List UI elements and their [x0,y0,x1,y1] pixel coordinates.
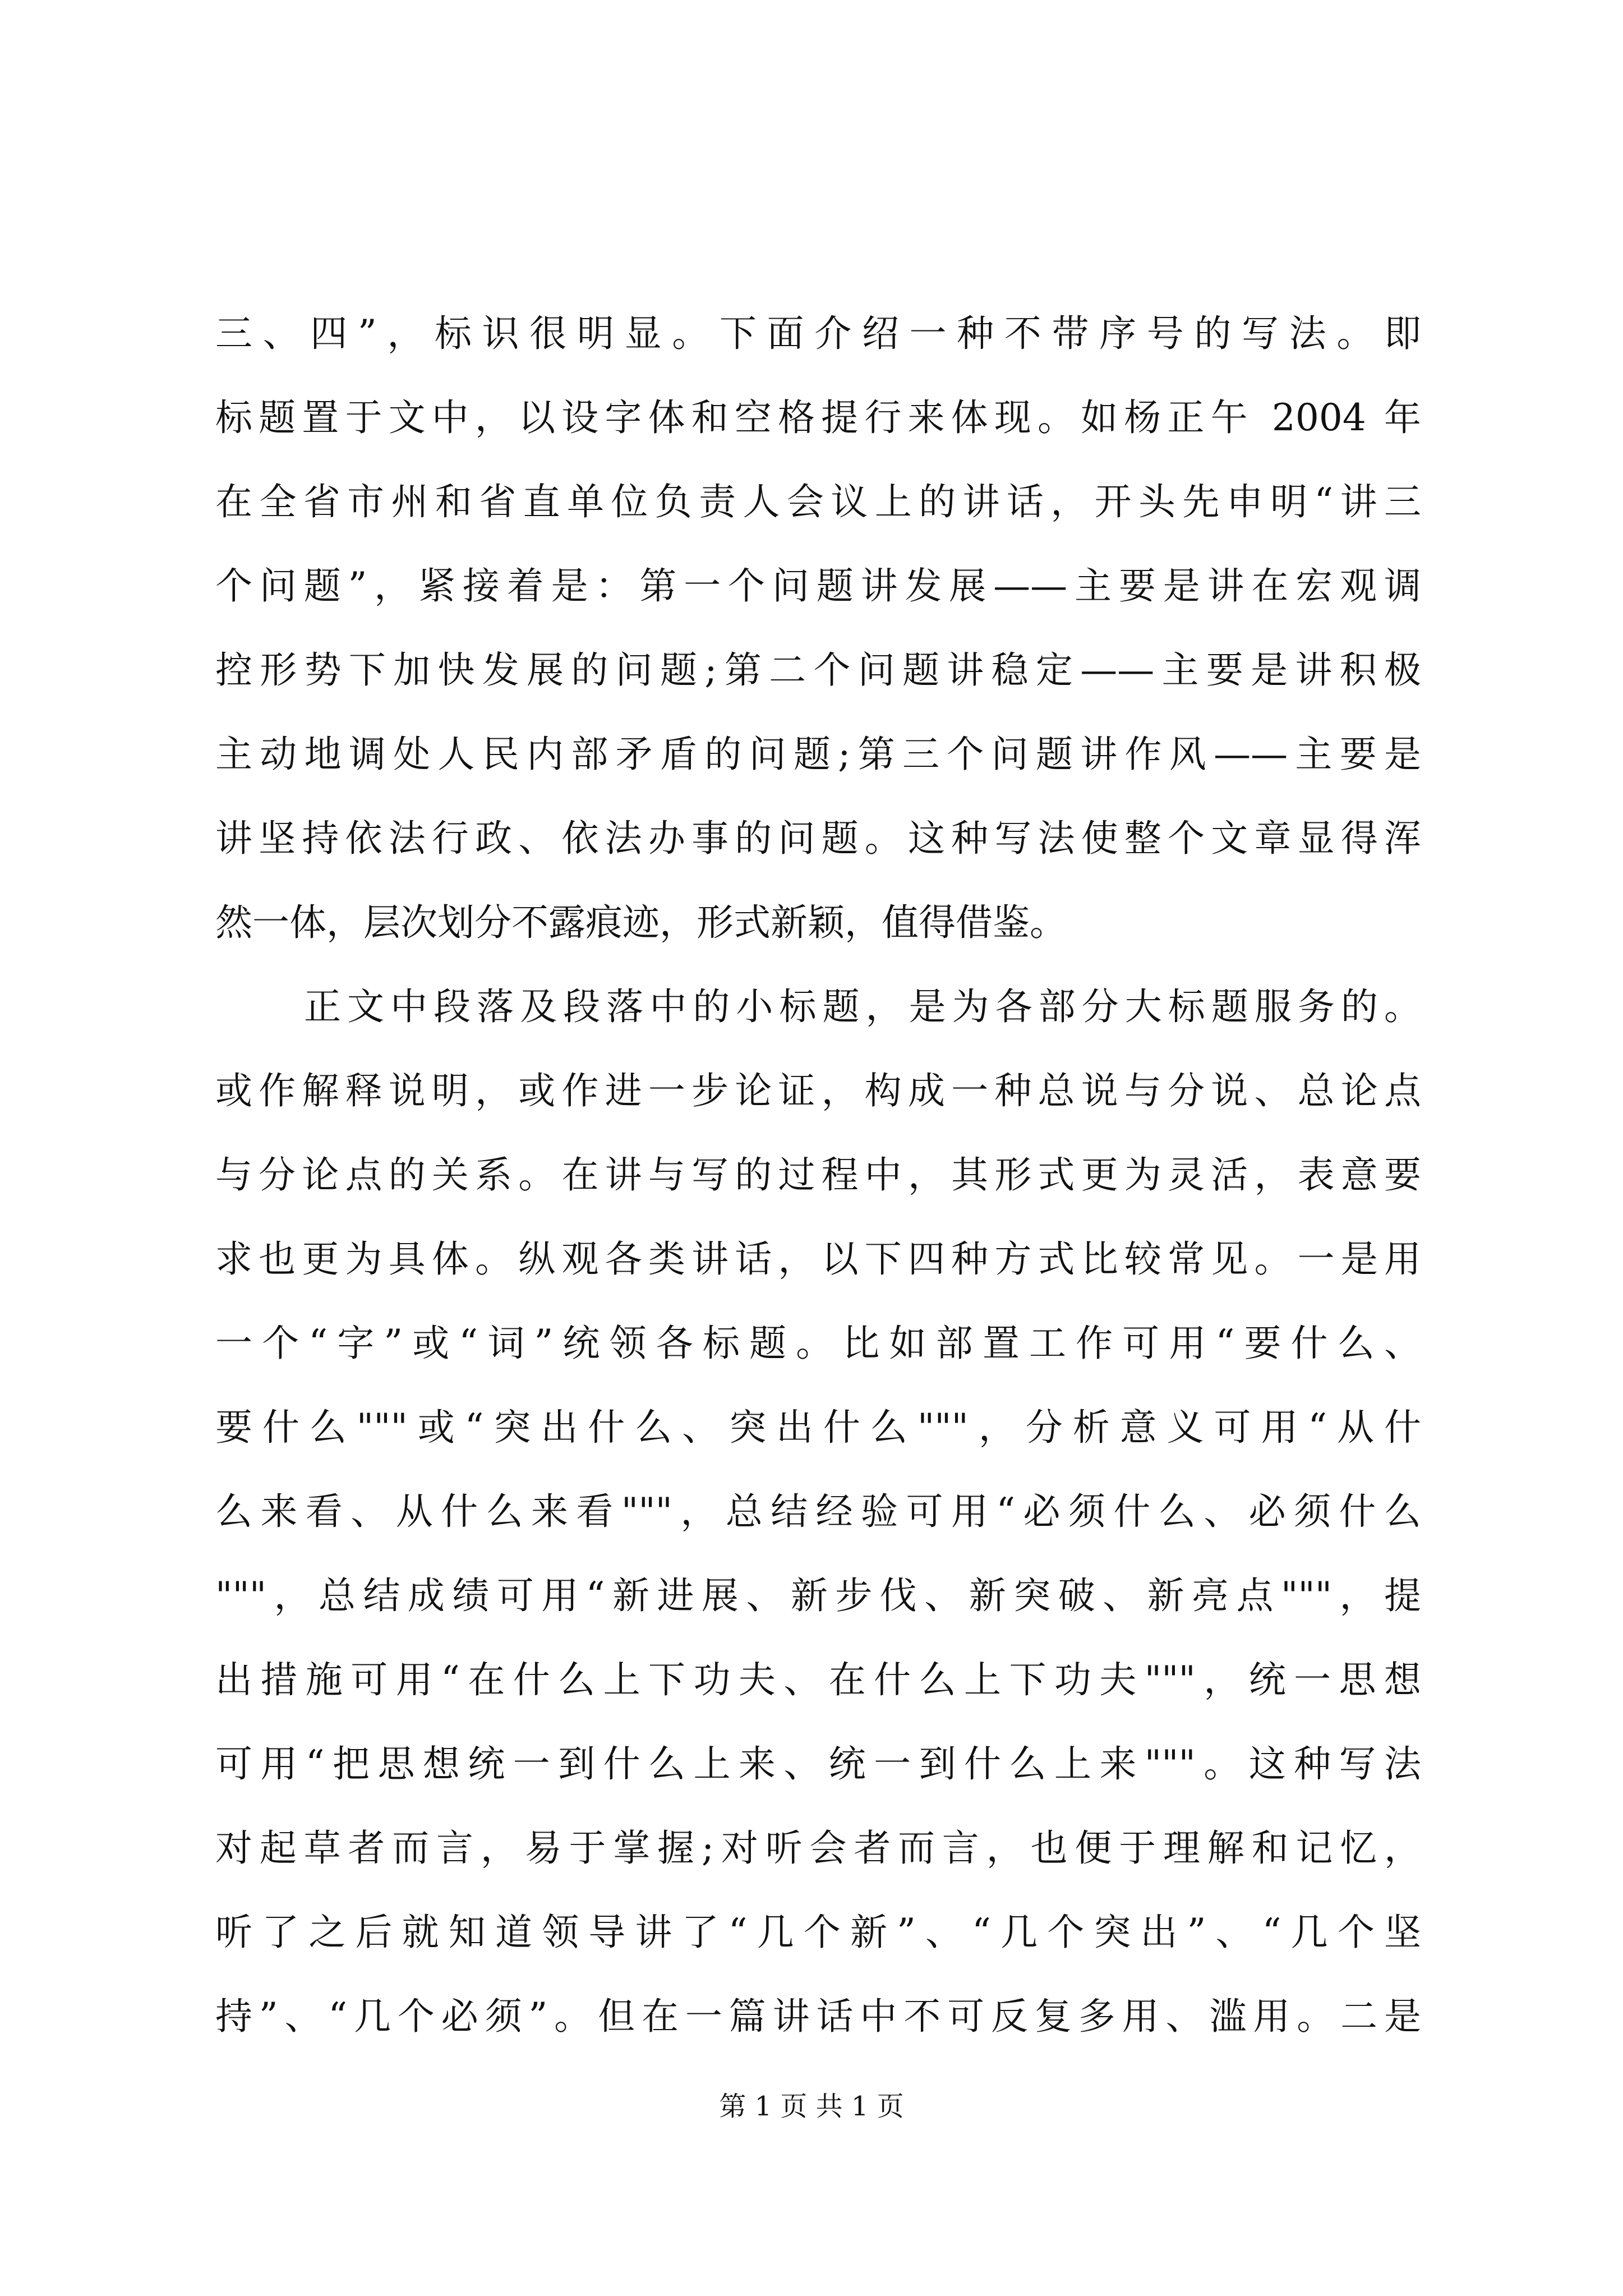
text-line: 讲坚持依法行政、依法办事的问题。这种写法使整个文章显得浑 [215,817,1421,860]
text-line: 听了之后就知道领导讲了“几个新”、“几个突出”、“几个坚 [215,1911,1421,1954]
text-line: 然一体，层次划分不露痕迹，形式新颖，值得借鉴。 [215,901,1067,944]
text-line: 求也更为具体。纵观各类讲话，以下四种方式比较常见。一是用 [215,1237,1421,1281]
text-line: 对起草者而言，易于掌握;对听会者而言，也便于理解和记忆， [215,1826,1421,1870]
text-line: 主动地调处人民内部矛盾的问题;第三个问题讲作风——主要是 [215,733,1421,776]
text-line: 在全省市州和省直单位负责人会议上的讲话，开头先申明“讲三 [215,480,1421,523]
text-line: 一个“字”或“词”统领各标题。比如部置工作可用“要什么、 [215,1322,1421,1365]
text-line: 三、四”，标识很明显。下面介绍一种不带序号的写法。即 [215,312,1421,355]
text-line: 要什么"""或“突出什么、突出什么"""，分析意义可用“从什 [215,1406,1421,1449]
text-line: 出措施可用“在什么上下功夫、在什么上下功夫"""，统一思想 [215,1658,1421,1701]
text-line: 可用“把思想统一到什么上来、统一到什么上来"""。这种写法 [215,1742,1421,1786]
text-line: 或作解释说明，或作进一步论证，构成一种总说与分说、总论点 [215,1069,1421,1112]
text-line: 标题置于文中，以设字体和空格提行来体现。如杨正午 2004 年 [215,396,1421,439]
text-line: 控形势下加快发展的问题;第二个问题讲稳定——主要是讲积极 [215,648,1421,692]
text-line: 与分论点的关系。在讲与写的过程中，其形式更为灵活，表意要 [215,1153,1421,1197]
text-line: 持”、“几个必须”。但在一篇讲话中不可反复多用、滥用。二是 [215,1995,1421,2038]
text-line: 么来看、从什么来看"""，总结经验可用“必须什么、必须什么 [215,1490,1421,1533]
text-line: 个问题”，紧接着是：第一个问题讲发展——主要是讲在宏观调 [215,564,1421,608]
page-footer: 第 1 页 共 1 页 [719,2091,904,2122]
text-line: 正文中段落及段落中的小标题，是为各部分大标题服务的。 [304,985,1421,1028]
text-line: """，总结成绩可用“新进展、新步伐、新突破、新亮点"""，提 [215,1574,1421,1617]
